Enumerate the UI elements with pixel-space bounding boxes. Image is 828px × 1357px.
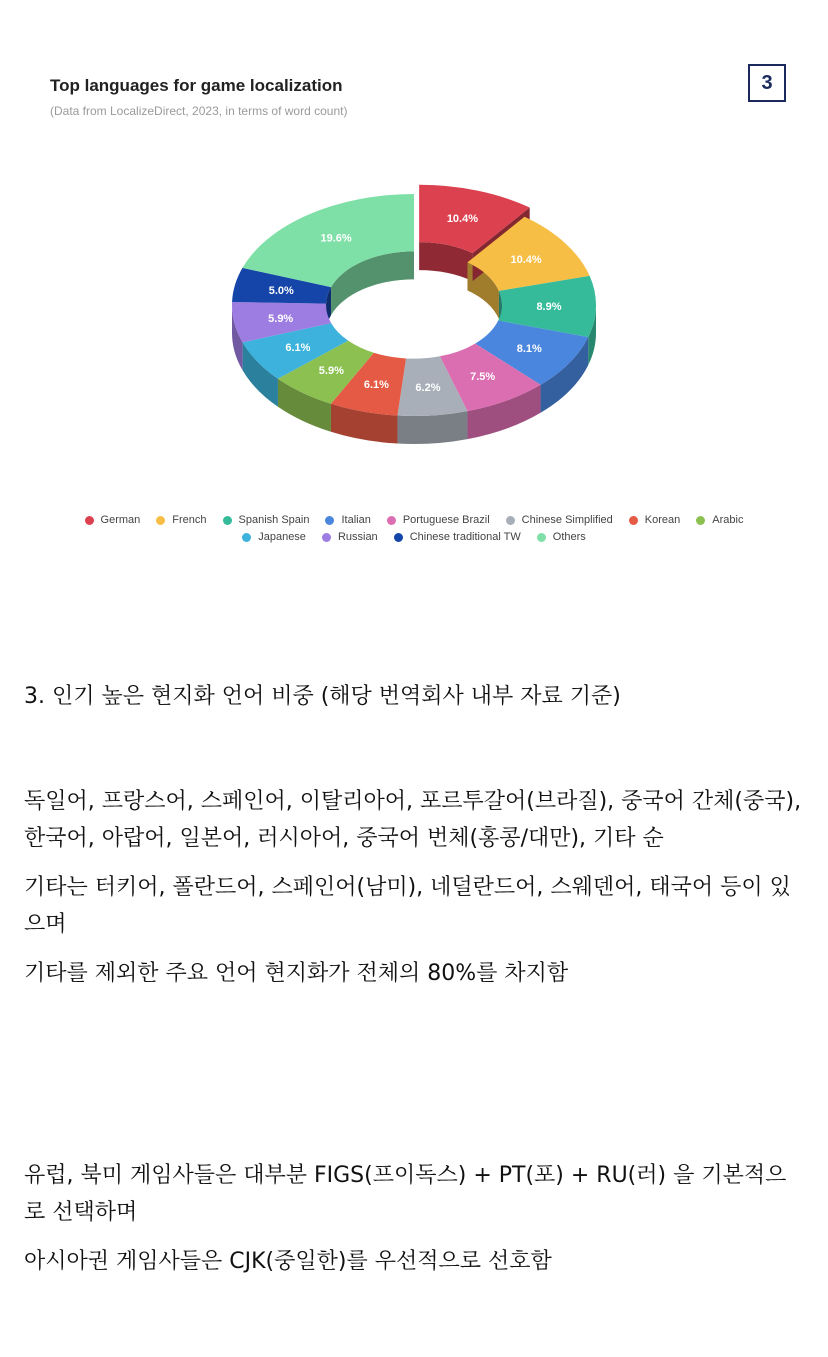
chart-title: Top languages for game localization <box>50 76 343 95</box>
asian-text: 아시아권 게임사들은 CJK(중일한)를 우선적으로 선호함 <box>24 1249 552 1274</box>
legend-swatch <box>506 516 515 525</box>
slice-label: 6.1% <box>285 341 311 354</box>
legend-item <box>223 514 310 526</box>
legend-swatch <box>85 516 94 525</box>
legend-row <box>40 514 788 526</box>
legend-label: Japanese <box>258 531 306 543</box>
legend-row <box>40 531 788 543</box>
slice-label: 6.1% <box>363 379 389 392</box>
legend-label: German <box>100 514 141 526</box>
slice-label: 5.0% <box>268 284 294 297</box>
region-block <box>24 1157 804 1280</box>
legend-label: Italian <box>341 514 371 526</box>
legend-item <box>537 531 586 543</box>
legend-label: Portuguese Brazil <box>402 514 490 526</box>
legend-swatch <box>322 533 331 542</box>
slice-label: 8.9% <box>536 301 562 314</box>
legend-swatch <box>223 516 232 525</box>
legend-label: Arabic <box>712 514 744 526</box>
legend-swatch <box>394 533 403 542</box>
legend-item <box>696 514 743 526</box>
chart-subtitle: (Data from LocalizeDirect, 2023, in terms of word count) <box>50 104 348 118</box>
slice-side-chinese-simplified <box>397 411 467 444</box>
legend-swatch <box>387 516 396 525</box>
legend-item <box>506 514 613 526</box>
legend-swatch <box>156 516 165 525</box>
section-heading-block <box>24 678 804 715</box>
legend-label: Others <box>552 531 586 543</box>
page-number-badge: 3 <box>748 64 786 102</box>
legend-item <box>85 514 141 526</box>
legend-label: Korean <box>644 514 681 526</box>
legend-label: Chinese traditional TW <box>409 531 521 543</box>
legend-swatch <box>696 516 705 525</box>
legend-label: French <box>172 514 207 526</box>
legend-swatch <box>537 533 546 542</box>
legend-item <box>156 514 206 526</box>
legend-item <box>322 531 378 543</box>
legend-label: Spanish Spain <box>238 514 310 526</box>
legend-label: Russian <box>337 531 378 543</box>
language-order-block <box>24 783 804 992</box>
legend-item <box>325 514 370 526</box>
section-heading: 3. 인기 높은 현지화 언어 비중 (해당 번역회사 내부 자료 기준) <box>24 684 621 709</box>
legend-swatch <box>629 516 638 525</box>
donut-chart <box>0 40 828 500</box>
legend-swatch <box>242 533 251 542</box>
legend-item <box>242 531 306 543</box>
slice-label: 5.9% <box>268 312 294 325</box>
legend-item <box>629 514 680 526</box>
slice-label: 10.4% <box>510 254 542 267</box>
others-text: 기타는 터키어, 폴란드어, 스페인어(남미), 네덜란드어, 스웨덴어, 태국어 등이 있으며 <box>24 875 791 937</box>
slice-label: 19.6% <box>320 232 352 245</box>
slice-label: 10.4% <box>446 212 479 225</box>
slice-label: 5.9% <box>318 365 344 378</box>
chart-card <box>0 40 828 580</box>
slice-label: 8.1% <box>516 342 542 355</box>
language-order-text: 독일어, 프랑스어, 스페인어, 이탈리아어, 포르투갈어(브라질), 중국어 간체(중국), 한국어, 아랍어, 일본어, 러시아어, 중국어 번체(홍콩/대만), 기타 순 <box>24 789 802 851</box>
slice-label: 6.2% <box>415 381 441 394</box>
slice-label: 7.5% <box>470 370 496 383</box>
share-text: 기타를 제외한 주요 언어 현지화가 전체의 80%를 차지함 <box>24 961 569 986</box>
chart-legend <box>40 514 788 548</box>
western-text: 유럽, 북미 게임사들은 대부분 FIGS(프이독스) + PT(포) + RU(러) 을 기본적으로 선택하며 <box>24 1163 787 1225</box>
legend-item <box>387 514 490 526</box>
legend-label: Chinese Simplified <box>521 514 613 526</box>
legend-swatch <box>325 516 334 525</box>
legend-item <box>394 531 521 543</box>
